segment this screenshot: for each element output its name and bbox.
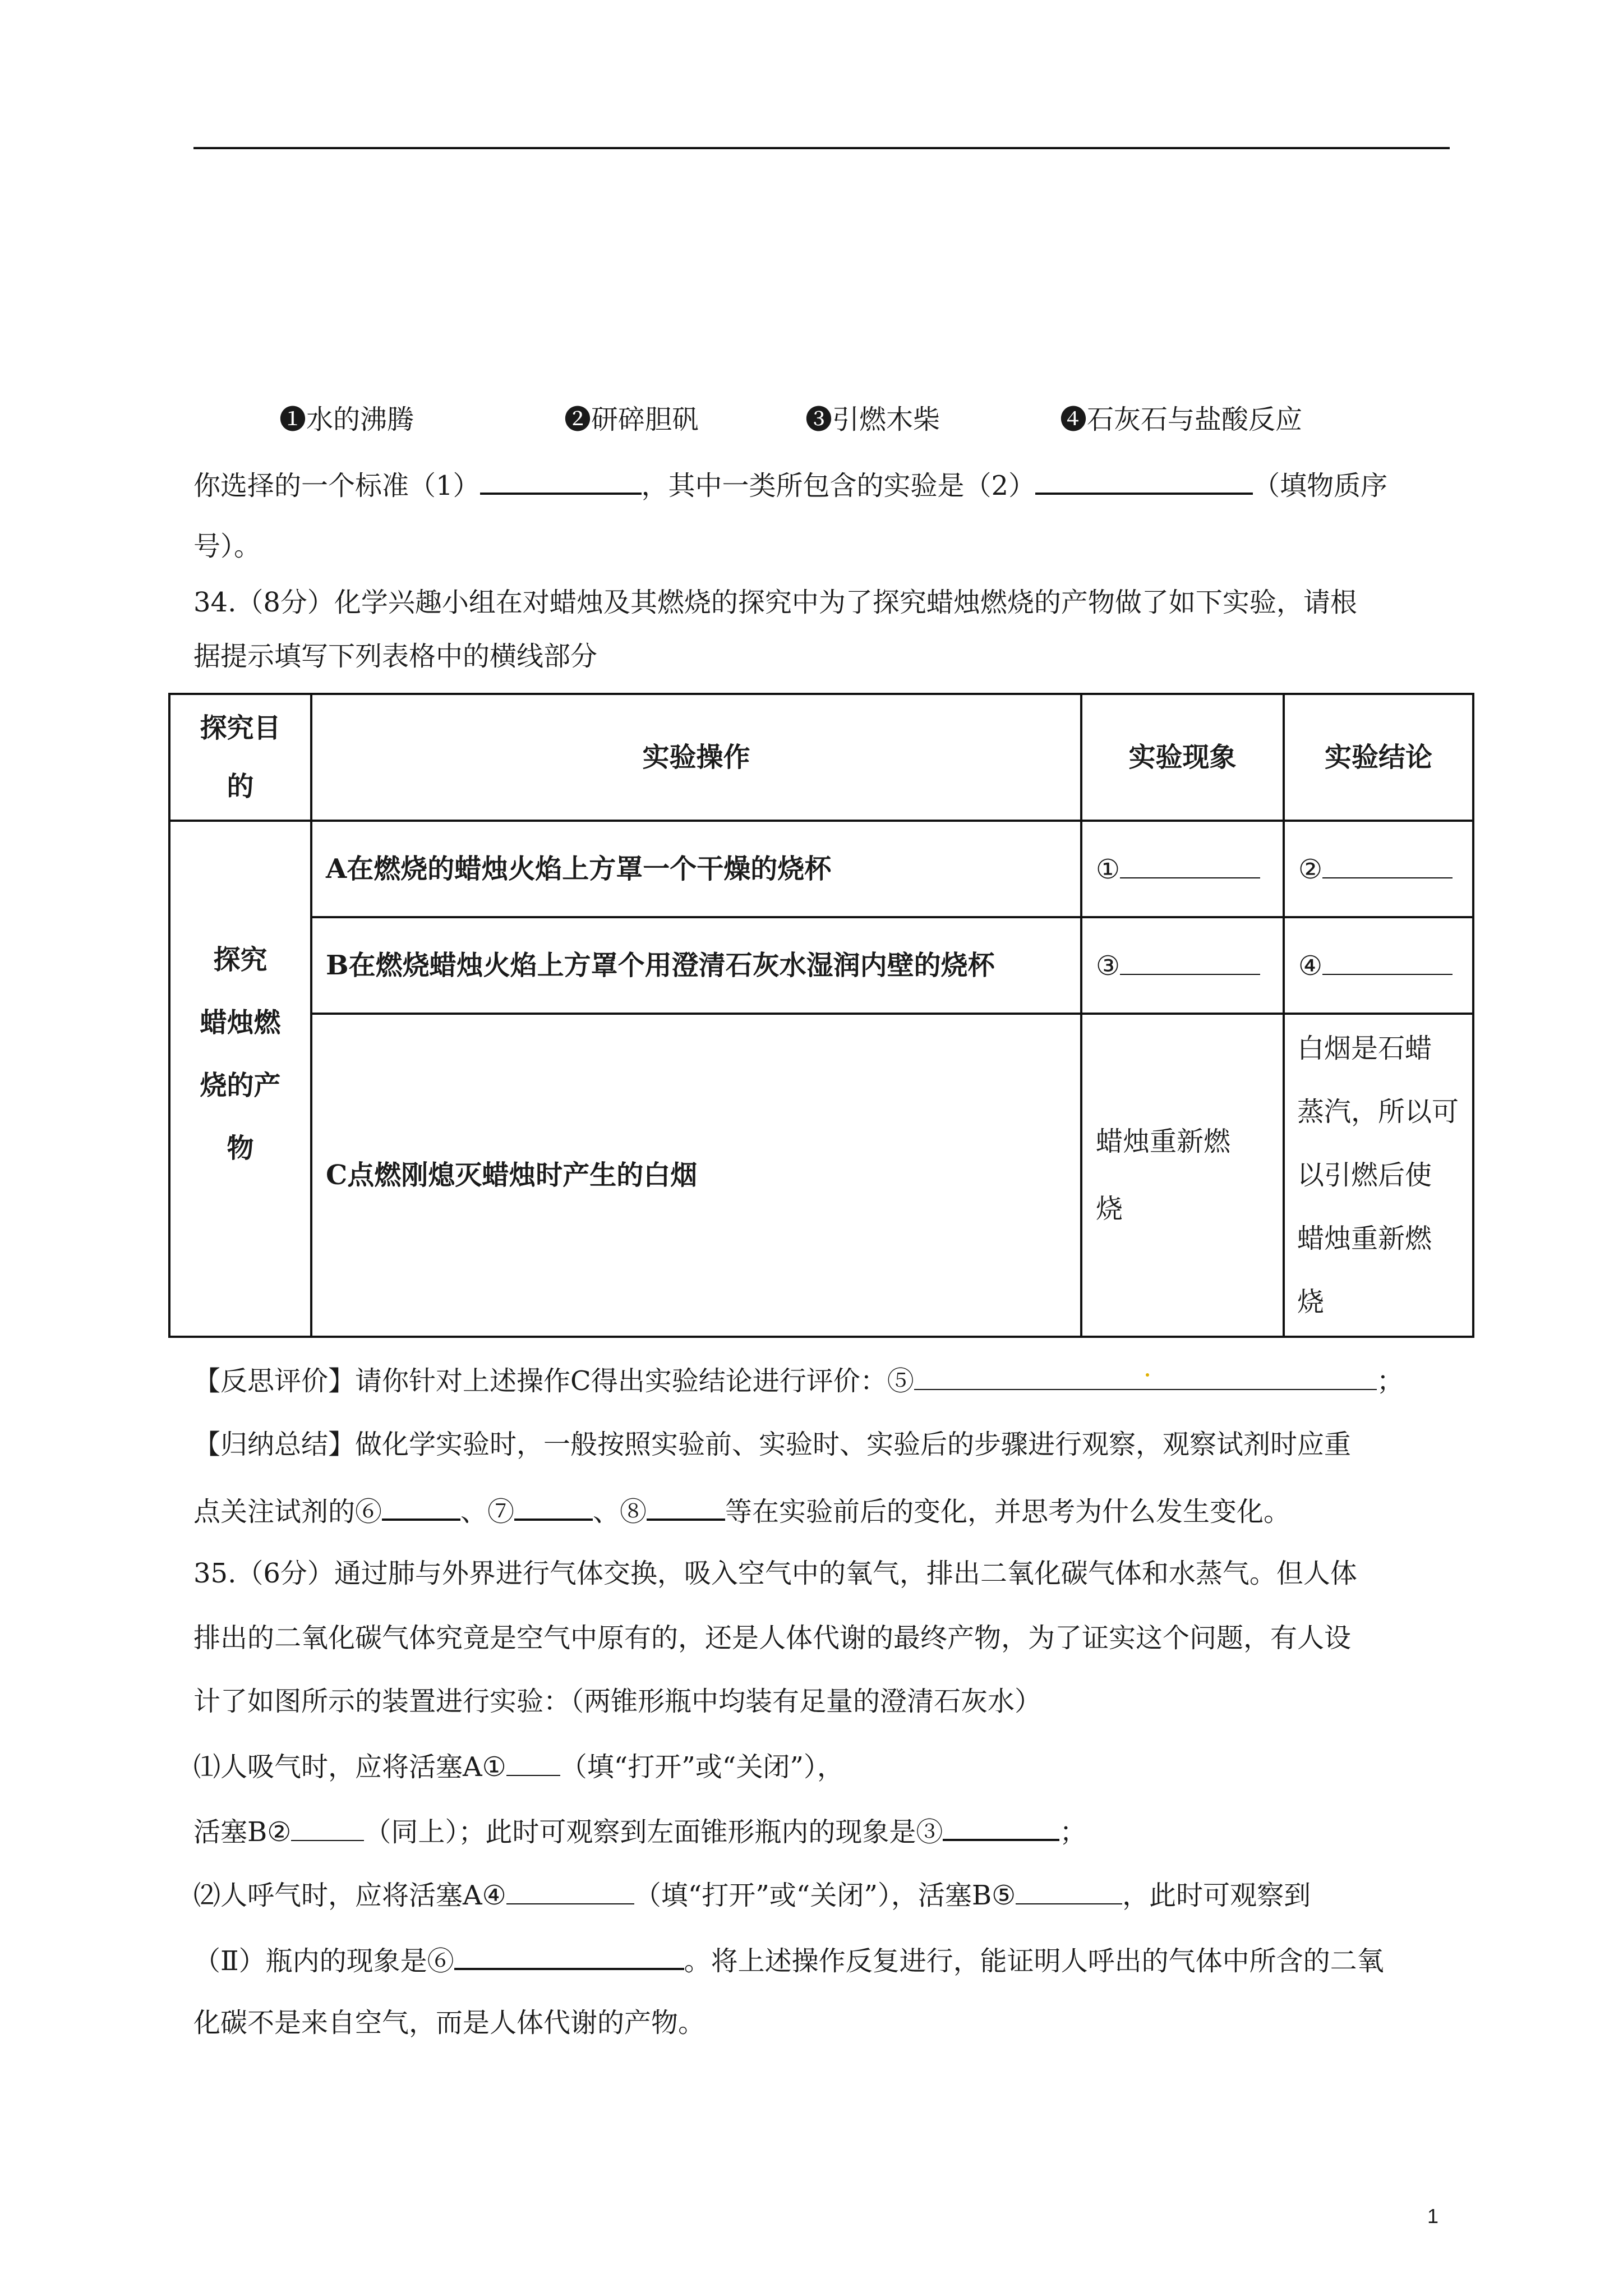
- q35-blank-4[interactable]: [506, 1878, 634, 1904]
- q35-p1-prompt: ⑴人吸气时，应将活塞A①: [193, 1751, 506, 1783]
- option-1-text: 水的沸腾: [306, 404, 414, 435]
- option-3-text: 引燃木柴: [832, 404, 940, 435]
- table-header-row: [169, 694, 1473, 821]
- q35-blank-5[interactable]: [1016, 1878, 1122, 1904]
- q35-blank-2[interactable]: [291, 1814, 364, 1841]
- option-1-num: ❶: [279, 404, 307, 435]
- option-1: [279, 403, 414, 436]
- header-phenomenon: 实验现象: [1081, 694, 1284, 821]
- summary-prompt-7: 、⑦: [460, 1496, 515, 1527]
- table-row: [169, 917, 1473, 1014]
- conclusion-c-line1: 白烟是石蜡: [1297, 1032, 1432, 1064]
- reflection-line: [193, 1363, 1404, 1398]
- option-3-num: ❸: [805, 404, 833, 435]
- reflection-prompt: 【反思评价】请你针对上述操作C得出实验结论进行评价：⑤: [193, 1365, 914, 1397]
- q35-p4-prompt: （Ⅱ）瓶内的现象是⑥: [193, 1945, 454, 1977]
- conclusion-b: [1284, 917, 1473, 1014]
- conclusion-c: [1284, 1014, 1473, 1337]
- summary-prompt-end: 等在实验前后的变化，并思考为什么发生变化。: [725, 1496, 1291, 1527]
- purpose-cell: [169, 821, 311, 1337]
- q35-part2-line2: [193, 1942, 1384, 1978]
- q33-prompt-2: ，其中一类所包含的实验是（2）: [641, 470, 1036, 501]
- conclusion-c-line4: 蜡烛重新燃: [1297, 1222, 1432, 1254]
- q34-intro-2: 据提示填写下列表格中的横线部分: [193, 641, 598, 672]
- option-4-text: 石灰石与盐酸反应: [1087, 404, 1303, 435]
- header-purpose-line1: 探究目: [200, 712, 281, 744]
- option-2-text: 研碎胆矾: [591, 404, 699, 435]
- q35-p2-text: （同上）；此时可观察到左面锥形瓶内的现象是③: [364, 1816, 943, 1848]
- table-row: [169, 1014, 1473, 1337]
- reflection-blank[interactable]: [914, 1363, 1377, 1390]
- conclusion-c-line5: 烧: [1297, 1286, 1325, 1318]
- q35-blank-1[interactable]: [506, 1749, 560, 1776]
- q35-part2-line3: 化碳不是来自空气，而是人体代谢的产物。: [193, 2007, 706, 2039]
- header-purpose: [169, 694, 311, 821]
- phenomenon-a-blank[interactable]: [1120, 852, 1260, 878]
- phenomenon-a: [1081, 821, 1284, 917]
- q35-part1-line2: [193, 1813, 1086, 1849]
- summary-prompt-6: 点关注试剂的⑥: [193, 1496, 382, 1527]
- q33-prompt-3: （填物质序: [1253, 470, 1388, 501]
- q35-blank-6[interactable]: [454, 1942, 684, 1970]
- q35-p3-end: ，此时可观察到: [1122, 1880, 1311, 1911]
- phenomenon-c-line1: 蜡烛重新燃: [1096, 1126, 1231, 1157]
- table-row: [169, 821, 1473, 917]
- q35-p1-hint: （填“打开”或“关闭”），: [560, 1751, 844, 1783]
- operation-c: C点燃刚熄灭蜡烛时产生的白烟: [311, 1014, 1081, 1337]
- option-2: [564, 403, 699, 436]
- conclusion-c-line2: 蒸汽，所以可: [1297, 1096, 1459, 1128]
- conclusion-a-num: ②: [1298, 854, 1323, 885]
- purpose-line-4: 物: [227, 1133, 254, 1164]
- phenomenon-b-num: ③: [1096, 950, 1121, 982]
- q35-p2-prompt: 活塞B②: [193, 1816, 292, 1848]
- operation-b: B在燃烧蜡烛火焰上方罩个用澄清石灰水湿润内壁的烧杯: [311, 917, 1081, 1014]
- option-4-num: ❹: [1060, 404, 1087, 435]
- conclusion-b-num: ④: [1298, 950, 1323, 982]
- q33-prompt-1: 你选择的一个标准（1）: [193, 470, 480, 501]
- purpose-line-2: 蜡烛燃: [200, 1007, 281, 1038]
- q33-line2: 号）。: [193, 531, 261, 562]
- q35-p2-end: ；: [1059, 1816, 1087, 1848]
- header-purpose-line2: 的: [227, 771, 254, 802]
- header-operation: 实验操作: [311, 694, 1081, 821]
- q35-intro-1: 35.（6分）通过肺与外界进行气体交换，吸入空气中的氧气，排出二氧化碳气体和水蒸气。但人体: [193, 1558, 1357, 1589]
- q33-blank-1[interactable]: [480, 467, 642, 495]
- q33-blank-2[interactable]: [1035, 467, 1253, 495]
- summary-line-1: 【归纳总结】做化学实验时，一般按照实验前、实验时、实验后的步骤进行观察，观察试剂时应重: [193, 1429, 1352, 1460]
- purpose-line-1: 探究: [213, 944, 268, 976]
- header-conclusion: 实验结论: [1284, 694, 1473, 821]
- q35-blank-3[interactable]: [943, 1813, 1059, 1841]
- option-4: [1060, 403, 1302, 436]
- option-3: [805, 403, 940, 436]
- phenomenon-b: [1081, 917, 1284, 1014]
- phenomenon-a-num: ①: [1096, 854, 1121, 885]
- header-rule: [193, 147, 1450, 149]
- page-number: 1: [1427, 2205, 1439, 2228]
- conclusion-b-blank[interactable]: [1322, 948, 1453, 975]
- summary-blank-6[interactable]: [382, 1493, 460, 1521]
- q35-p3-hint: （填“打开”或“关闭”），活塞B⑤: [634, 1880, 1016, 1911]
- conclusion-a-blank[interactable]: [1322, 852, 1453, 878]
- operation-a: A在燃烧的蜡烛火焰上方罩一个干燥的烧杯: [311, 821, 1081, 917]
- phenomenon-c-line2: 烧: [1096, 1193, 1123, 1225]
- conclusion-a: [1284, 821, 1473, 917]
- summary-prompt-8: 、⑧: [593, 1496, 647, 1527]
- reflection-end: ；: [1376, 1365, 1404, 1397]
- conclusion-c-line3: 以引燃后使: [1297, 1159, 1432, 1191]
- summary-line-2: [193, 1493, 1290, 1529]
- q35-intro-3: 计了如图所示的装置进行实验：（两锥形瓶中均装有足量的澄清石灰水）: [193, 1686, 1042, 1717]
- summary-blank-7[interactable]: [514, 1493, 593, 1521]
- q34-intro-1: 34.（8分）化学兴趣小组在对蜡烛及其燃烧的探究中为了探究蜡烛燃烧的产物做了如下实验，请根: [193, 587, 1357, 618]
- q33-line1: [193, 467, 1387, 503]
- q35-p3-prompt: ⑵人呼气时，应将活塞A④: [193, 1880, 506, 1911]
- experiment-table: [168, 693, 1474, 1338]
- q35-part2-line1: [193, 1878, 1311, 1912]
- phenomenon-b-blank[interactable]: [1120, 948, 1260, 975]
- purpose-line-3: 烧的产: [200, 1070, 281, 1101]
- q35-intro-2: 排出的二氧化碳气体究竟是空气中原有的，还是人体代谢的最终产物，为了证实这个问题，有人设: [193, 1622, 1352, 1654]
- stray-dot: [1146, 1373, 1149, 1377]
- q35-part1-line1: [193, 1749, 844, 1784]
- phenomenon-c: [1081, 1014, 1284, 1337]
- q35-p4-text: 。将上述操作反复进行，能证明人呼出的气体中所含的二氧: [684, 1945, 1384, 1977]
- summary-blank-8[interactable]: [647, 1493, 725, 1521]
- option-2-num: ❷: [564, 404, 592, 435]
